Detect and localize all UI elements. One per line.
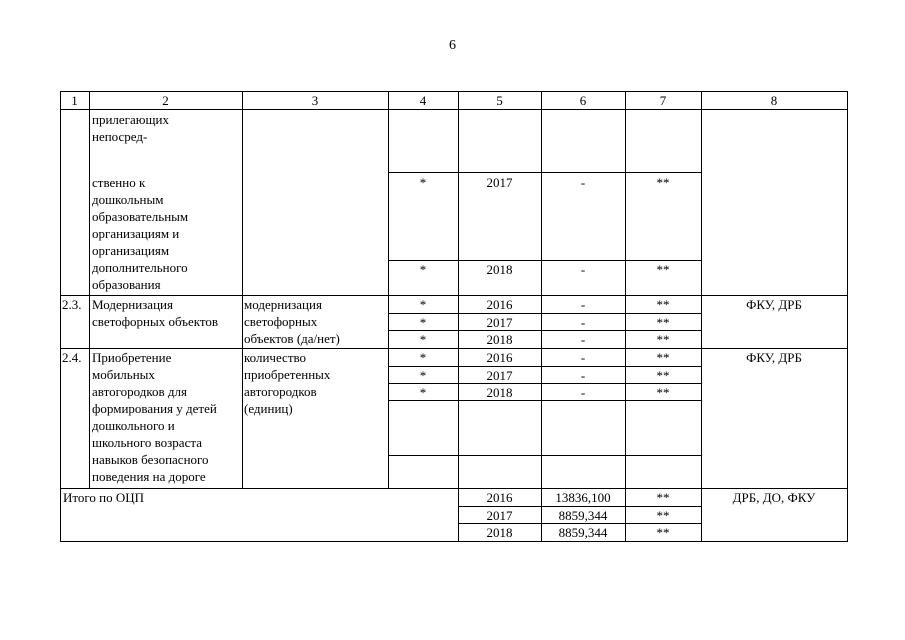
total-amount: 13836,100 <box>555 490 611 505</box>
row-year: 2018 <box>486 262 513 277</box>
row-mark: ** <box>656 525 670 540</box>
header-cell: 6 <box>579 93 587 108</box>
row-year: 2017 <box>486 368 513 383</box>
total-year: 2018 <box>486 525 513 540</box>
row-amount: - <box>580 175 586 190</box>
total-amount: 8859,344 <box>558 525 608 540</box>
measure-text: прилегающих <box>92 112 169 127</box>
indicator-text: автогородков <box>244 384 317 399</box>
table-rule-v <box>847 91 848 542</box>
row-mark: * <box>419 297 427 312</box>
table-rule-h <box>60 109 848 110</box>
measure-text: образования <box>92 277 161 292</box>
row-mark: ** <box>656 350 670 365</box>
header-cell: 1 <box>71 93 78 108</box>
measure-name: навыков безопасного <box>92 452 209 467</box>
row-amount: - <box>580 350 586 365</box>
row-mark: ** <box>656 368 670 383</box>
measure-name: формирования у детей <box>92 401 217 416</box>
row-mark: ** <box>656 315 670 330</box>
row-amount: - <box>580 385 586 400</box>
total-amount: 8859,344 <box>558 508 608 523</box>
row-mark: * <box>419 368 427 383</box>
table-rule-h <box>388 455 702 456</box>
row-amount: - <box>580 315 586 330</box>
header-cell: 4 <box>419 93 427 108</box>
total-label: Итого по ОЦП <box>63 490 145 505</box>
executor: ДРБ, ДО, ФКУ <box>732 490 816 505</box>
row-amount: - <box>580 297 586 312</box>
row-mark: * <box>419 262 427 277</box>
indicator-text: объектов (да/нет) <box>244 331 340 346</box>
header-cell: 7 <box>659 93 667 108</box>
measure-name: Приобретение <box>92 350 172 365</box>
row-mark: ** <box>656 332 670 347</box>
table-rule-v <box>625 91 626 489</box>
row-mark: * <box>419 385 427 400</box>
table-rule-h <box>388 172 702 173</box>
indicator-text: (единиц) <box>244 401 293 416</box>
measure-name: мобильных <box>92 367 155 382</box>
indicator-text: количество <box>244 350 307 365</box>
measure-text: организациям и <box>92 226 180 241</box>
header-cell: 5 <box>496 93 503 108</box>
table-rule-v <box>89 91 90 489</box>
row-year: 2017 <box>486 175 513 190</box>
row-mark: ** <box>656 508 670 523</box>
row-amount: - <box>580 262 586 277</box>
measure-name: автогородков для <box>92 384 187 399</box>
header-cell: 8 <box>770 93 778 108</box>
executor: ФКУ, ДРБ <box>746 350 802 365</box>
row-amount: - <box>580 368 586 383</box>
row-year: 2017 <box>486 315 513 330</box>
total-year: 2016 <box>486 490 513 505</box>
row-mark: * <box>419 315 427 330</box>
page-number: 6 <box>449 38 456 53</box>
indicator-text: приобретенных <box>244 367 331 382</box>
measure-text: дошкольным <box>92 192 164 207</box>
row-mark: * <box>419 350 427 365</box>
row-mark: ** <box>656 262 670 277</box>
measure-name: дошкольного и <box>92 418 175 433</box>
measure-text: образовательным <box>92 209 189 224</box>
measure-name: школьного возраста <box>92 435 202 450</box>
row-mark: * <box>419 332 427 347</box>
table-rule-v <box>458 91 459 489</box>
row-number: 2.4. <box>62 350 82 365</box>
row-year: 2018 <box>486 332 513 347</box>
header-cell: 2 <box>162 93 169 108</box>
table-rule-v <box>701 91 702 542</box>
measure-name: Модернизация <box>92 297 173 312</box>
table-rule-v <box>242 91 243 489</box>
total-year: 2017 <box>486 508 513 523</box>
row-year: 2016 <box>486 350 513 365</box>
measure-name: светофорных объектов <box>92 314 219 329</box>
row-mark: ** <box>656 175 670 190</box>
row-mark: * <box>419 175 427 190</box>
row-mark: ** <box>656 385 670 400</box>
row-mark: ** <box>656 297 670 312</box>
measure-text: организациям <box>92 243 170 258</box>
row-year: 2018 <box>486 385 513 400</box>
indicator-text: модернизация <box>244 297 322 312</box>
measure-text: непосред- <box>92 129 148 144</box>
measure-text: ственно к <box>92 175 146 190</box>
row-amount: - <box>580 332 586 347</box>
table-rule-v <box>60 91 61 542</box>
row-year: 2016 <box>486 297 513 312</box>
executor: ФКУ, ДРБ <box>746 297 802 312</box>
table-rule-h <box>60 541 848 542</box>
row-number: 2.3. <box>62 297 82 312</box>
indicator-text: светофорных <box>244 314 318 329</box>
table-rule-v <box>388 91 389 489</box>
measure-text: дополнительного <box>92 260 188 275</box>
table-rule-v <box>541 91 542 489</box>
header-cell: 3 <box>311 93 319 108</box>
row-mark: ** <box>656 490 670 505</box>
measure-name: поведения на дороге <box>92 469 206 484</box>
